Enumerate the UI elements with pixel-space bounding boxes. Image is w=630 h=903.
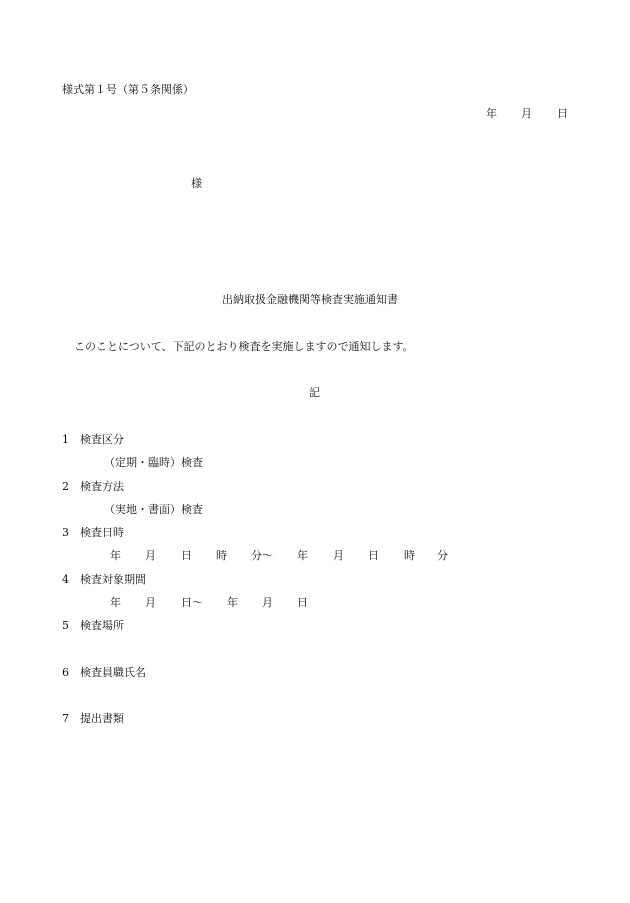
- form-number: 様式第１号（第５条関係）: [62, 83, 194, 96]
- item-number: 3: [62, 526, 69, 539]
- dt-end-minute: 分: [437, 549, 448, 562]
- document-title: 出納取扱金融機関等検査実施通知書: [222, 293, 398, 306]
- item-label: 検査員職氏名: [80, 666, 146, 679]
- dt-start-month: 月: [145, 549, 156, 562]
- item-number: 2: [62, 480, 69, 493]
- item-number: 7: [62, 712, 69, 725]
- period-end-year: 年: [227, 596, 238, 609]
- item-label: 提出書類: [80, 712, 124, 725]
- item-detail: （実地・書面）検査: [104, 503, 203, 516]
- item-number: 6: [62, 666, 69, 679]
- date-day: 日: [557, 107, 568, 120]
- item-label: 検査場所: [80, 619, 124, 632]
- addressee-suffix: 様: [191, 177, 202, 190]
- date-year: 年: [486, 107, 497, 120]
- item-label: 検査方法: [80, 480, 124, 493]
- dt-end-hour: 時: [404, 549, 415, 562]
- period-start-day: 日～: [181, 596, 203, 609]
- item-number: 4: [62, 573, 69, 586]
- period-end-day: 日: [297, 596, 308, 609]
- dt-end-year: 年: [297, 549, 308, 562]
- dt-start-minute: 分～: [251, 549, 273, 562]
- date-month: 月: [521, 107, 532, 120]
- item-label: 検査対象期間: [80, 573, 146, 586]
- ki-heading: 記: [309, 386, 320, 399]
- dt-end-day: 日: [368, 549, 379, 562]
- dt-end-month: 月: [333, 549, 344, 562]
- dt-start-year: 年: [110, 549, 121, 562]
- item-label: 検査区分: [80, 433, 124, 446]
- item-label: 検査日時: [80, 526, 124, 539]
- intro-text: このことについて、下記のとおり検査を実施しますので通知します。: [74, 340, 414, 353]
- dt-start-day: 日: [181, 549, 192, 562]
- item-number: 1: [62, 433, 69, 446]
- item-number: 5: [62, 619, 69, 632]
- period-start-year: 年: [110, 596, 121, 609]
- dt-start-hour: 時: [216, 549, 227, 562]
- item-detail: （定期・臨時）検査: [104, 456, 203, 469]
- period-end-month: 月: [262, 596, 273, 609]
- period-start-month: 月: [145, 596, 156, 609]
